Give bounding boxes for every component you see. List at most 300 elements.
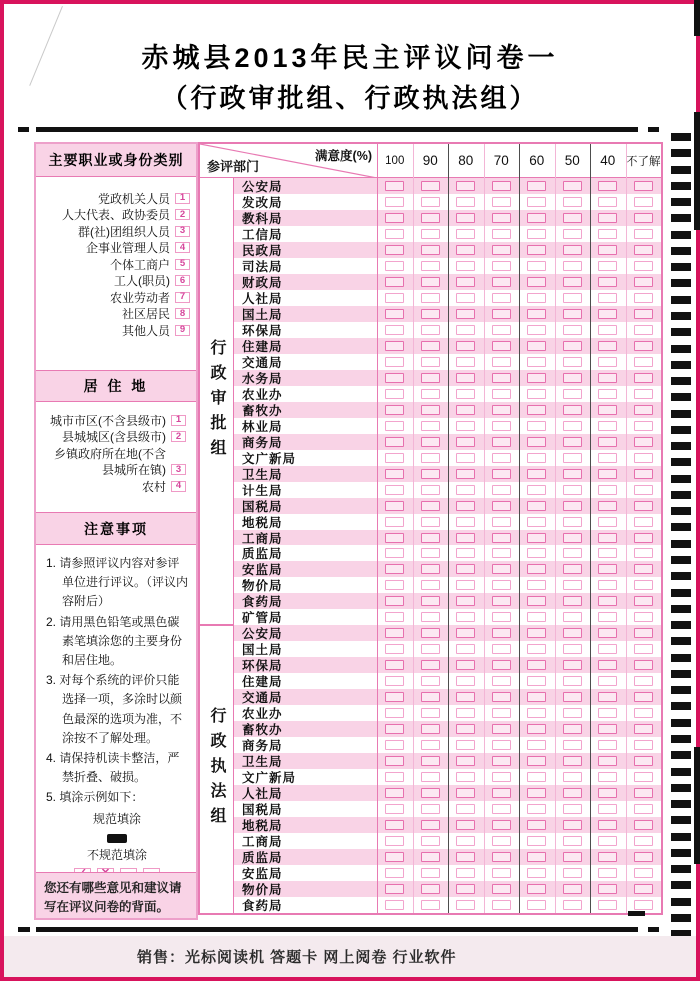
rating-bubble[interactable]: [456, 820, 475, 830]
rating-bubble[interactable]: [492, 373, 511, 383]
rating-bubble[interactable]: [563, 884, 582, 894]
rating-bubble[interactable]: [456, 884, 475, 894]
rating-bubble[interactable]: [527, 724, 546, 734]
rating-bubble[interactable]: [421, 756, 440, 766]
rating-bubble[interactable]: [421, 596, 440, 606]
rating-bubble[interactable]: [456, 660, 475, 670]
rating-bubble[interactable]: [421, 628, 440, 638]
rating-bubble[interactable]: [456, 788, 475, 798]
rating-bubble[interactable]: [421, 229, 440, 239]
rating-bubble[interactable]: [598, 548, 617, 558]
rating-bubble[interactable]: [492, 437, 511, 447]
rating-bubble[interactable]: [385, 405, 404, 415]
rating-bubble[interactable]: [598, 277, 617, 287]
rating-bubble[interactable]: [598, 804, 617, 814]
rating-bubble[interactable]: [421, 900, 440, 910]
rating-bubble[interactable]: [563, 676, 582, 686]
rating-bubble[interactable]: [634, 197, 653, 207]
rating-bubble[interactable]: [634, 517, 653, 527]
rating-bubble[interactable]: [634, 644, 653, 654]
rating-bubble[interactable]: [563, 692, 582, 702]
rating-bubble[interactable]: [563, 277, 582, 287]
rating-bubble[interactable]: [563, 405, 582, 415]
rating-bubble[interactable]: [385, 181, 404, 191]
rating-bubble[interactable]: [421, 405, 440, 415]
rating-bubble[interactable]: [492, 245, 511, 255]
rating-bubble[interactable]: [385, 628, 404, 638]
rating-bubble[interactable]: [421, 564, 440, 574]
code-bubble-2[interactable]: 2: [175, 209, 190, 220]
rating-bubble[interactable]: [527, 756, 546, 766]
rating-bubble[interactable]: [527, 644, 546, 654]
rating-bubble[interactable]: [598, 309, 617, 319]
code-bubble-1[interactable]: 1: [171, 415, 186, 426]
rating-bubble[interactable]: [634, 868, 653, 878]
rating-bubble[interactable]: [598, 485, 617, 495]
rating-bubble[interactable]: [421, 325, 440, 335]
rating-bubble[interactable]: [563, 229, 582, 239]
rating-bubble[interactable]: [421, 548, 440, 558]
rating-bubble[interactable]: [634, 485, 653, 495]
rating-bubble[interactable]: [563, 357, 582, 367]
rating-bubble[interactable]: [527, 820, 546, 830]
rating-bubble[interactable]: [527, 341, 546, 351]
rating-bubble[interactable]: [456, 293, 475, 303]
rating-bubble[interactable]: [563, 836, 582, 846]
rating-bubble[interactable]: [456, 756, 475, 766]
rating-bubble[interactable]: [563, 309, 582, 319]
code-bubble-3[interactable]: 3: [175, 226, 190, 237]
rating-bubble[interactable]: [421, 580, 440, 590]
rating-bubble[interactable]: [492, 612, 511, 622]
rating-bubble[interactable]: [527, 325, 546, 335]
rating-bubble[interactable]: [456, 277, 475, 287]
rating-bubble[interactable]: [527, 517, 546, 527]
rating-bubble[interactable]: [456, 708, 475, 718]
rating-bubble[interactable]: [527, 213, 546, 223]
rating-bubble[interactable]: [598, 261, 617, 271]
rating-bubble[interactable]: [598, 612, 617, 622]
rating-bubble[interactable]: [634, 357, 653, 367]
rating-bubble[interactable]: [421, 852, 440, 862]
rating-bubble[interactable]: [385, 644, 404, 654]
rating-bubble[interactable]: [421, 469, 440, 479]
rating-bubble[interactable]: [385, 437, 404, 447]
rating-bubble[interactable]: [527, 373, 546, 383]
rating-bubble[interactable]: [527, 660, 546, 670]
rating-bubble[interactable]: [421, 820, 440, 830]
rating-bubble[interactable]: [385, 900, 404, 910]
code-bubble-5[interactable]: 5: [175, 259, 190, 270]
rating-bubble[interactable]: [598, 868, 617, 878]
rating-bubble[interactable]: [421, 389, 440, 399]
rating-bubble[interactable]: [634, 213, 653, 223]
rating-bubble[interactable]: [634, 756, 653, 766]
rating-bubble[interactable]: [634, 676, 653, 686]
rating-bubble[interactable]: [634, 884, 653, 894]
rating-bubble[interactable]: [598, 900, 617, 910]
rating-bubble[interactable]: [492, 804, 511, 814]
rating-bubble[interactable]: [598, 564, 617, 574]
rating-bubble[interactable]: [634, 325, 653, 335]
rating-bubble[interactable]: [421, 788, 440, 798]
rating-bubble[interactable]: [385, 596, 404, 606]
rating-bubble[interactable]: [492, 724, 511, 734]
rating-bubble[interactable]: [421, 517, 440, 527]
rating-bubble[interactable]: [385, 804, 404, 814]
rating-bubble[interactable]: [492, 197, 511, 207]
rating-bubble[interactable]: [598, 580, 617, 590]
rating-bubble[interactable]: [598, 692, 617, 702]
rating-bubble[interactable]: [456, 245, 475, 255]
rating-bubble[interactable]: [634, 453, 653, 463]
rating-bubble[interactable]: [385, 788, 404, 798]
rating-bubble[interactable]: [527, 437, 546, 447]
rating-bubble[interactable]: [527, 309, 546, 319]
rating-bubble[interactable]: [598, 628, 617, 638]
rating-bubble[interactable]: [598, 421, 617, 431]
rating-bubble[interactable]: [421, 660, 440, 670]
rating-bubble[interactable]: [598, 229, 617, 239]
rating-bubble[interactable]: [598, 852, 617, 862]
rating-bubble[interactable]: [563, 373, 582, 383]
rating-bubble[interactable]: [527, 612, 546, 622]
rating-bubble[interactable]: [456, 437, 475, 447]
rating-bubble[interactable]: [563, 261, 582, 271]
rating-bubble[interactable]: [598, 373, 617, 383]
rating-bubble[interactable]: [385, 261, 404, 271]
rating-bubble[interactable]: [527, 596, 546, 606]
code-bubble-3[interactable]: 3: [171, 464, 186, 475]
rating-bubble[interactable]: [634, 692, 653, 702]
rating-bubble[interactable]: [527, 628, 546, 638]
rating-bubble[interactable]: [492, 533, 511, 543]
rating-bubble[interactable]: [456, 628, 475, 638]
rating-bubble[interactable]: [421, 724, 440, 734]
rating-bubble[interactable]: [527, 692, 546, 702]
rating-bubble[interactable]: [385, 277, 404, 287]
rating-bubble[interactable]: [527, 900, 546, 910]
rating-bubble[interactable]: [634, 836, 653, 846]
rating-bubble[interactable]: [456, 229, 475, 239]
rating-bubble[interactable]: [563, 293, 582, 303]
rating-bubble[interactable]: [421, 884, 440, 894]
rating-bubble[interactable]: [385, 469, 404, 479]
rating-bubble[interactable]: [563, 501, 582, 511]
rating-bubble[interactable]: [421, 357, 440, 367]
rating-bubble[interactable]: [492, 692, 511, 702]
rating-bubble[interactable]: [456, 485, 475, 495]
rating-bubble[interactable]: [385, 548, 404, 558]
rating-bubble[interactable]: [634, 804, 653, 814]
rating-bubble[interactable]: [456, 564, 475, 574]
rating-bubble[interactable]: [527, 453, 546, 463]
rating-bubble[interactable]: [563, 533, 582, 543]
rating-bubble[interactable]: [527, 357, 546, 367]
rating-bubble[interactable]: [527, 245, 546, 255]
rating-bubble[interactable]: [492, 453, 511, 463]
rating-bubble[interactable]: [385, 564, 404, 574]
rating-bubble[interactable]: [527, 708, 546, 718]
rating-bubble[interactable]: [456, 804, 475, 814]
rating-bubble[interactable]: [527, 421, 546, 431]
rating-bubble[interactable]: [492, 309, 511, 319]
rating-bubble[interactable]: [385, 852, 404, 862]
rating-bubble[interactable]: [385, 724, 404, 734]
rating-bubble[interactable]: [598, 772, 617, 782]
code-bubble-2[interactable]: 2: [171, 431, 186, 442]
rating-bubble[interactable]: [563, 596, 582, 606]
rating-bubble[interactable]: [563, 804, 582, 814]
rating-bubble[interactable]: [385, 692, 404, 702]
rating-bubble[interactable]: [634, 389, 653, 399]
rating-bubble[interactable]: [634, 277, 653, 287]
rating-bubble[interactable]: [563, 213, 582, 223]
rating-bubble[interactable]: [456, 772, 475, 782]
rating-bubble[interactable]: [492, 405, 511, 415]
rating-bubble[interactable]: [634, 469, 653, 479]
rating-bubble[interactable]: [634, 564, 653, 574]
rating-bubble[interactable]: [492, 548, 511, 558]
rating-bubble[interactable]: [456, 501, 475, 511]
rating-bubble[interactable]: [492, 596, 511, 606]
rating-bubble[interactable]: [456, 421, 475, 431]
rating-bubble[interactable]: [456, 724, 475, 734]
rating-bubble[interactable]: [634, 181, 653, 191]
rating-bubble[interactable]: [421, 373, 440, 383]
rating-bubble[interactable]: [385, 485, 404, 495]
code-bubble-4[interactable]: 4: [175, 242, 190, 253]
rating-bubble[interactable]: [492, 772, 511, 782]
rating-bubble[interactable]: [527, 181, 546, 191]
rating-bubble[interactable]: [492, 868, 511, 878]
rating-bubble[interactable]: [563, 325, 582, 335]
rating-bubble[interactable]: [563, 788, 582, 798]
rating-bubble[interactable]: [385, 612, 404, 622]
rating-bubble[interactable]: [456, 868, 475, 878]
rating-bubble[interactable]: [598, 884, 617, 894]
rating-bubble[interactable]: [598, 533, 617, 543]
rating-bubble[interactable]: [563, 612, 582, 622]
rating-bubble[interactable]: [598, 660, 617, 670]
rating-bubble[interactable]: [492, 740, 511, 750]
rating-bubble[interactable]: [563, 820, 582, 830]
rating-bubble[interactable]: [598, 293, 617, 303]
rating-bubble[interactable]: [456, 341, 475, 351]
rating-bubble[interactable]: [598, 836, 617, 846]
rating-bubble[interactable]: [598, 341, 617, 351]
rating-bubble[interactable]: [456, 644, 475, 654]
rating-bubble[interactable]: [527, 564, 546, 574]
rating-bubble[interactable]: [421, 708, 440, 718]
rating-bubble[interactable]: [421, 533, 440, 543]
code-bubble-8[interactable]: 8: [175, 308, 190, 319]
rating-bubble[interactable]: [492, 485, 511, 495]
rating-bubble[interactable]: [598, 708, 617, 718]
rating-bubble[interactable]: [563, 517, 582, 527]
rating-bubble[interactable]: [634, 788, 653, 798]
rating-bubble[interactable]: [385, 453, 404, 463]
rating-bubble[interactable]: [385, 660, 404, 670]
rating-bubble[interactable]: [527, 293, 546, 303]
rating-bubble[interactable]: [634, 580, 653, 590]
rating-bubble[interactable]: [598, 245, 617, 255]
rating-bubble[interactable]: [563, 740, 582, 750]
rating-bubble[interactable]: [527, 277, 546, 287]
code-bubble-7[interactable]: 7: [175, 292, 190, 303]
rating-bubble[interactable]: [563, 852, 582, 862]
rating-bubble[interactable]: [598, 405, 617, 415]
rating-bubble[interactable]: [598, 469, 617, 479]
rating-bubble[interactable]: [421, 245, 440, 255]
rating-bubble[interactable]: [492, 325, 511, 335]
rating-bubble[interactable]: [385, 676, 404, 686]
rating-bubble[interactable]: [492, 357, 511, 367]
rating-bubble[interactable]: [385, 517, 404, 527]
rating-bubble[interactable]: [634, 533, 653, 543]
rating-bubble[interactable]: [598, 181, 617, 191]
rating-bubble[interactable]: [563, 724, 582, 734]
rating-bubble[interactable]: [634, 708, 653, 718]
rating-bubble[interactable]: [492, 293, 511, 303]
rating-bubble[interactable]: [527, 772, 546, 782]
rating-bubble[interactable]: [492, 708, 511, 718]
rating-bubble[interactable]: [527, 261, 546, 271]
rating-bubble[interactable]: [527, 884, 546, 894]
rating-bubble[interactable]: [385, 421, 404, 431]
rating-bubble[interactable]: [527, 501, 546, 511]
rating-bubble[interactable]: [598, 676, 617, 686]
rating-bubble[interactable]: [385, 580, 404, 590]
rating-bubble[interactable]: [385, 341, 404, 351]
rating-bubble[interactable]: [421, 485, 440, 495]
rating-bubble[interactable]: [563, 485, 582, 495]
rating-bubble[interactable]: [527, 405, 546, 415]
code-bubble-6[interactable]: 6: [175, 275, 190, 286]
rating-bubble[interactable]: [385, 772, 404, 782]
rating-bubble[interactable]: [527, 485, 546, 495]
rating-bubble[interactable]: [385, 820, 404, 830]
rating-bubble[interactable]: [527, 836, 546, 846]
rating-bubble[interactable]: [421, 772, 440, 782]
rating-bubble[interactable]: [421, 437, 440, 447]
rating-bubble[interactable]: [563, 900, 582, 910]
rating-bubble[interactable]: [492, 389, 511, 399]
code-bubble-9[interactable]: 9: [175, 325, 190, 336]
rating-bubble[interactable]: [527, 197, 546, 207]
rating-bubble[interactable]: [421, 309, 440, 319]
rating-bubble[interactable]: [421, 421, 440, 431]
rating-bubble[interactable]: [492, 261, 511, 271]
rating-bubble[interactable]: [421, 740, 440, 750]
rating-bubble[interactable]: [598, 644, 617, 654]
rating-bubble[interactable]: [527, 229, 546, 239]
rating-bubble[interactable]: [492, 644, 511, 654]
rating-bubble[interactable]: [634, 437, 653, 447]
rating-bubble[interactable]: [385, 501, 404, 511]
rating-bubble[interactable]: [492, 469, 511, 479]
rating-bubble[interactable]: [634, 772, 653, 782]
rating-bubble[interactable]: [634, 501, 653, 511]
rating-bubble[interactable]: [456, 580, 475, 590]
rating-bubble[interactable]: [527, 580, 546, 590]
rating-bubble[interactable]: [527, 548, 546, 558]
rating-bubble[interactable]: [456, 836, 475, 846]
rating-bubble[interactable]: [563, 469, 582, 479]
rating-bubble[interactable]: [598, 820, 617, 830]
rating-bubble[interactable]: [527, 804, 546, 814]
rating-bubble[interactable]: [456, 469, 475, 479]
rating-bubble[interactable]: [385, 293, 404, 303]
rating-bubble[interactable]: [563, 548, 582, 558]
rating-bubble[interactable]: [527, 676, 546, 686]
rating-bubble[interactable]: [527, 469, 546, 479]
rating-bubble[interactable]: [385, 197, 404, 207]
rating-bubble[interactable]: [527, 852, 546, 862]
rating-bubble[interactable]: [563, 772, 582, 782]
rating-bubble[interactable]: [421, 261, 440, 271]
rating-bubble[interactable]: [634, 596, 653, 606]
rating-bubble[interactable]: [598, 197, 617, 207]
rating-bubble[interactable]: [634, 293, 653, 303]
rating-bubble[interactable]: [385, 533, 404, 543]
rating-bubble[interactable]: [385, 708, 404, 718]
rating-bubble[interactable]: [456, 373, 475, 383]
rating-bubble[interactable]: [456, 197, 475, 207]
rating-bubble[interactable]: [492, 676, 511, 686]
rating-bubble[interactable]: [563, 389, 582, 399]
rating-bubble[interactable]: [634, 341, 653, 351]
rating-bubble[interactable]: [563, 181, 582, 191]
rating-bubble[interactable]: [456, 596, 475, 606]
rating-bubble[interactable]: [563, 341, 582, 351]
rating-bubble[interactable]: [492, 756, 511, 766]
rating-bubble[interactable]: [385, 213, 404, 223]
rating-bubble[interactable]: [456, 900, 475, 910]
code-bubble-1[interactable]: 1: [175, 193, 190, 204]
rating-bubble[interactable]: [563, 756, 582, 766]
rating-bubble[interactable]: [385, 357, 404, 367]
rating-bubble[interactable]: [456, 740, 475, 750]
rating-bubble[interactable]: [492, 900, 511, 910]
rating-bubble[interactable]: [634, 740, 653, 750]
rating-bubble[interactable]: [385, 868, 404, 878]
rating-bubble[interactable]: [421, 692, 440, 702]
rating-bubble[interactable]: [456, 389, 475, 399]
rating-bubble[interactable]: [492, 564, 511, 574]
rating-bubble[interactable]: [421, 868, 440, 878]
rating-bubble[interactable]: [634, 660, 653, 670]
rating-bubble[interactable]: [598, 596, 617, 606]
rating-bubble[interactable]: [563, 421, 582, 431]
rating-bubble[interactable]: [492, 229, 511, 239]
rating-bubble[interactable]: [385, 884, 404, 894]
rating-bubble[interactable]: [456, 692, 475, 702]
rating-bubble[interactable]: [421, 453, 440, 463]
rating-bubble[interactable]: [598, 788, 617, 798]
rating-bubble[interactable]: [598, 724, 617, 734]
rating-bubble[interactable]: [421, 676, 440, 686]
rating-bubble[interactable]: [563, 580, 582, 590]
rating-bubble[interactable]: [421, 804, 440, 814]
rating-bubble[interactable]: [598, 517, 617, 527]
rating-bubble[interactable]: [634, 548, 653, 558]
rating-bubble[interactable]: [492, 277, 511, 287]
rating-bubble[interactable]: [492, 421, 511, 431]
rating-bubble[interactable]: [634, 229, 653, 239]
rating-bubble[interactable]: [563, 437, 582, 447]
rating-bubble[interactable]: [456, 548, 475, 558]
